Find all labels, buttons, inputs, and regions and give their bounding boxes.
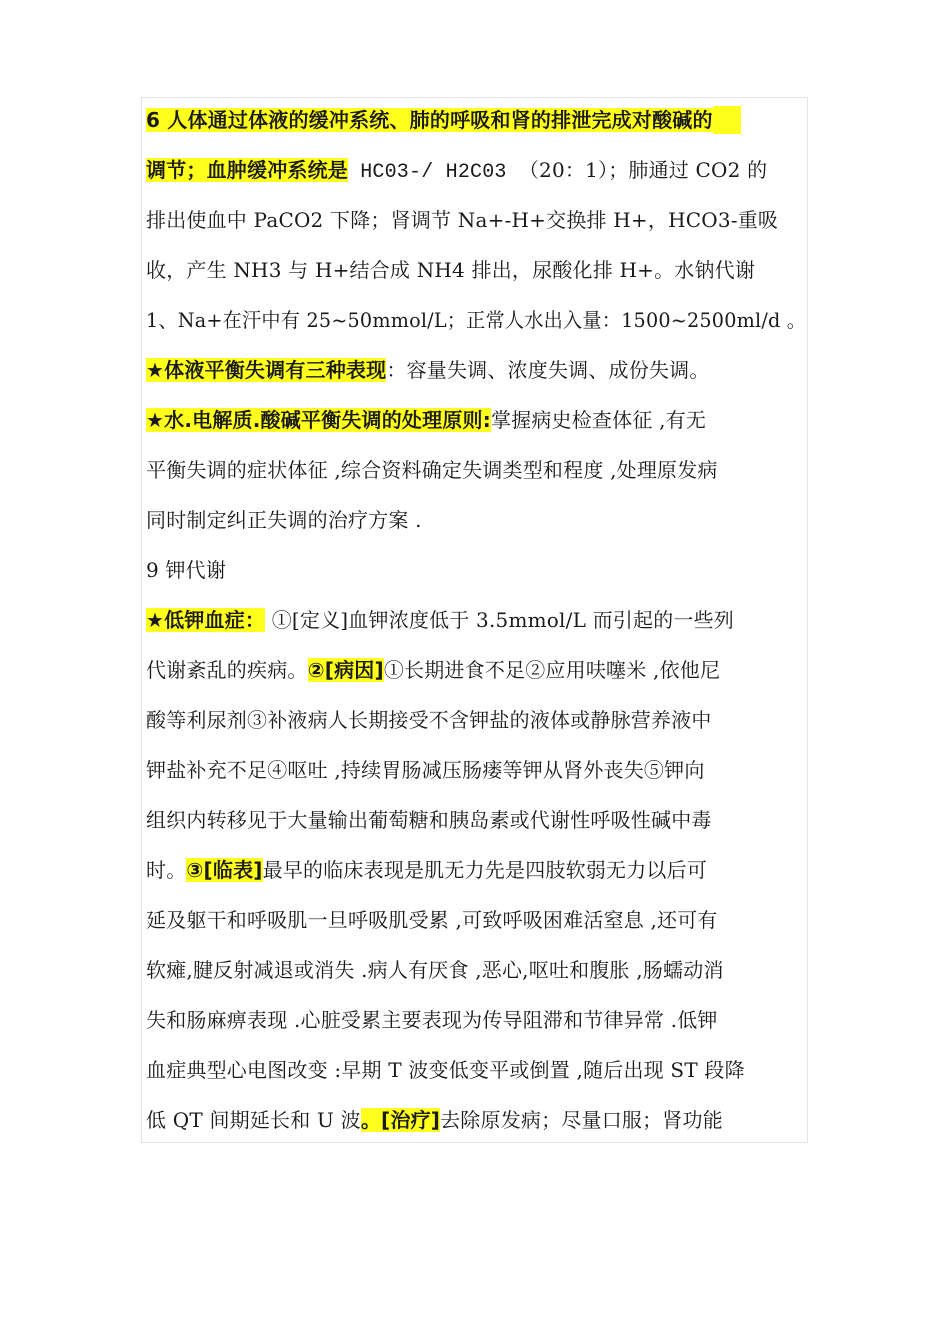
line-1 <box>146 106 741 134</box>
highlight-label: 。[治疗] <box>360 1108 441 1132</box>
line-2 <box>146 156 767 187</box>
highlight-colon: : <box>482 408 491 432</box>
line-4: 收，产生 NH3 与 H+结合成 NH4 排出，尿酸化排 H+。水钠代谢 <box>146 258 756 282</box>
highlight-heading: ★水.电解质.酸碱平衡失调的处理原则 <box>146 408 483 432</box>
formula-text: HC03-/ H2C03 <box>348 161 519 184</box>
highlight-label: ③[临表] <box>186 858 263 882</box>
highlight-heading: 调节；血肿缓冲系统是 <box>146 158 348 182</box>
line-8: 平衡失调的症状体征 ,综合资料确定失调类型和程度 ,处理原发病 <box>146 458 718 482</box>
line-17: 延及躯干和呼吸肌一旦呼吸肌受累 ,可致呼吸困难活窒息 ,还可有 <box>146 908 718 932</box>
highlight-label: ②[病因] <box>307 658 384 682</box>
body-text: 掌握病史检查体征 ,有无 <box>490 408 707 432</box>
line-6 <box>146 356 710 384</box>
line-15: 组织内转移见于大量输出葡萄糖和胰岛素或代谢性呼吸性碱中毒 <box>146 808 712 832</box>
body-text: ①长期进食不足②应用呋噻米 ,依他尼 <box>383 658 721 682</box>
line-16 <box>146 856 707 884</box>
body-text: 代谢紊乱的疾病。 <box>146 658 308 682</box>
body-text: 去除原发病；尽量口服；肾功能 <box>440 1108 723 1132</box>
line-11 <box>146 606 734 634</box>
line-18: 软瘫,腱反射减退或消失 .病人有厌食 ,恶心,呕吐和腹胀 ,肠蠕动消 <box>146 958 724 982</box>
body-text: 时。 <box>146 858 187 882</box>
line-7 <box>146 406 706 434</box>
body-text: ①[定义]血钾浓度低于 3.5mmol/L 而引起的一些列 <box>265 608 735 632</box>
line-19: 失和肠麻痹表现 .心脏受累主要表现为传导阻滞和节律异常 .低钾 <box>146 1008 718 1032</box>
highlight-fill <box>713 106 741 134</box>
line-20: 血症典型心电图改变 :早期 T 波变低变平或倒置 ,随后出现 ST 段降 <box>146 1058 745 1082</box>
line-3: 排出使血中 PaCO2 下降；肾调节 Na+-H+交换排 H+，HCO3-重吸 <box>146 208 779 232</box>
line-13: 酸等利尿剂③补液病人长期接受不含钾盐的液体或静脉营养液中 <box>146 708 712 732</box>
line-5: 1、Na+在汗中有 25~50mmol/L；正常人水出入量：1500~2500ml/d 。 <box>146 308 807 332</box>
body-text: ：容量失调、浓度失调、成份失调。 <box>386 358 710 382</box>
line-21 <box>146 1106 723 1134</box>
body-text: 最早的临床表现是肌无力先是四肢软弱无力以后可 <box>262 858 708 882</box>
body-text: 低 QT 间期延长和 U 波 <box>146 1108 361 1132</box>
line-14: 钾盐补充不足④呕吐 ,持续胃肠减压肠瘘等钾从肾外丧失⑤钾向 <box>146 758 705 782</box>
line-12 <box>146 656 720 684</box>
highlight-heading: ★体液平衡失调有三种表现 <box>146 358 387 382</box>
line-9: 同时制定纠正失调的治疗方案 . <box>146 508 422 532</box>
highlight-heading: ★低钾血症： <box>146 608 266 632</box>
section-title: 9 钾代谢 <box>146 558 227 582</box>
highlight-heading: 6 人体通过体液的缓冲系统、肺的呼吸和肾的排泄完成对酸碱的 <box>146 108 713 132</box>
body-text: （20：1）；肺通过 CO2 的 <box>518 158 768 182</box>
